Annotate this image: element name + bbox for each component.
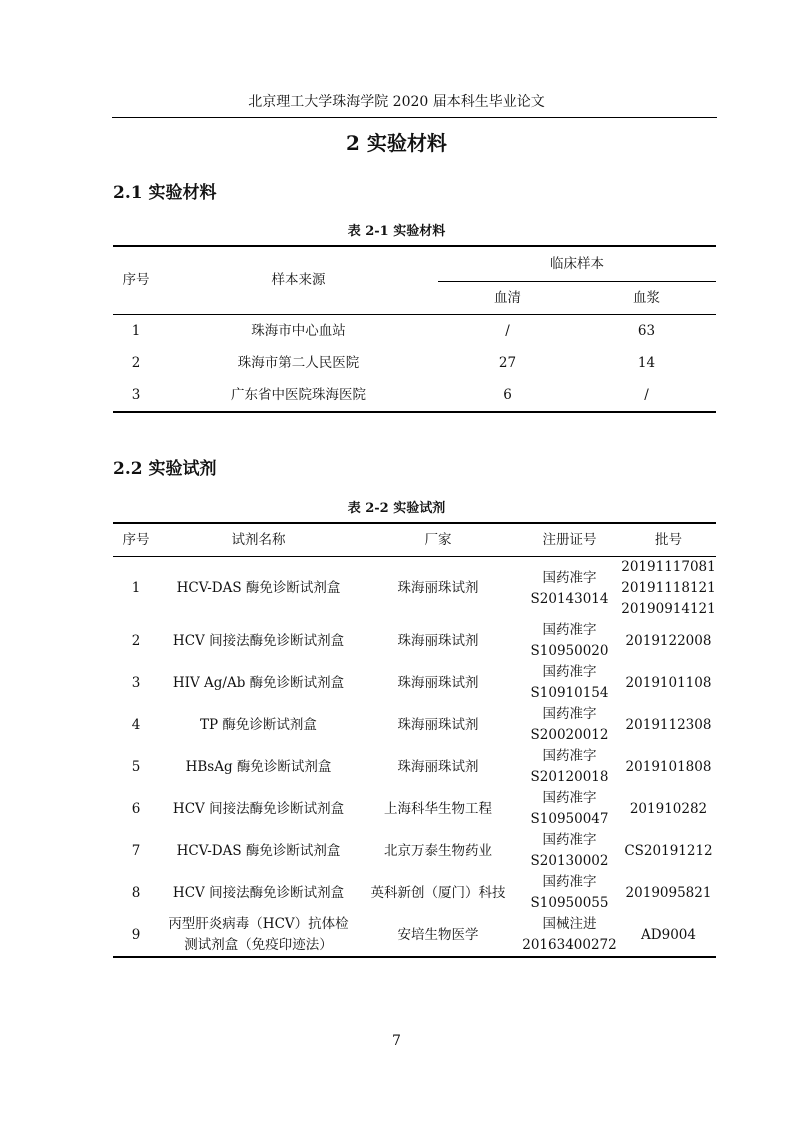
cell-reg <box>518 872 621 914</box>
cell-name-line: HCV 间接法酶免诊断试剂盒 <box>172 884 345 901</box>
materials-table <box>113 245 716 413</box>
cell-reg-line: 国药准字 <box>542 569 597 586</box>
cell-name-line: HCV 间接法酶免诊断试剂盒 <box>172 632 345 649</box>
running-header: 北京理工大学珠海学院 2020 届本科生毕业论文 <box>248 94 545 110</box>
table-row <box>113 347 716 379</box>
cell-name-line: HBsAg 酶免诊断试剂盒 <box>185 758 332 775</box>
cell-reg-line: 国药准字 <box>542 706 597 722</box>
table-caption-2-2: 表 2-2 实验试剂 <box>347 501 446 516</box>
cell-batch-line: 2019095821 <box>625 884 712 901</box>
table-row <box>113 315 716 348</box>
cell-name <box>159 788 358 830</box>
cell-source: 珠海市第二人民医院 <box>237 354 360 371</box>
cell-name <box>159 620 358 662</box>
col-header-source: 样本来源 <box>159 246 438 315</box>
cell-reg-line: S10910154 <box>530 685 609 701</box>
col-header-maker: 厂家 <box>358 523 518 557</box>
cell-name <box>159 557 358 621</box>
cell-batch <box>621 872 716 914</box>
cell-maker: 英科新创（厦门）科技 <box>370 884 506 901</box>
cell-reg <box>518 662 621 704</box>
cell-reg-line: 国药准字 <box>542 874 597 890</box>
table-row <box>113 914 716 957</box>
cell-reg-line: 国药准字 <box>542 748 597 764</box>
cell-reg-line: 国械注进 <box>542 916 597 932</box>
cell-no: 6 <box>131 800 141 817</box>
cell-maker: 珠海丽珠试剂 <box>397 580 479 596</box>
col-header-serum: 血清 <box>438 282 577 315</box>
cell-maker: 珠海丽珠试剂 <box>397 674 479 691</box>
cell-plasma: 14 <box>637 354 656 371</box>
cell-reg-line: S10950055 <box>530 895 609 911</box>
cell-batch <box>621 662 716 704</box>
cell-reg-line: S20120018 <box>530 769 609 785</box>
cell-no: 2 <box>131 632 141 649</box>
cell-reg-line: 20163400272 <box>522 937 617 953</box>
cell-no: 3 <box>131 674 141 691</box>
cell-maker: 珠海丽珠试剂 <box>397 758 479 775</box>
cell-batch-line: 20190914121 <box>621 601 716 617</box>
cell-name-line: 测试剂盒（免疫印迹法） <box>184 937 333 953</box>
cell-batch <box>621 914 716 957</box>
cell-serum: 27 <box>498 354 517 371</box>
table-row <box>113 557 716 621</box>
cell-batch-line: 2019101808 <box>625 758 712 775</box>
cell-maker: 北京万泰生物药业 <box>384 842 492 859</box>
cell-reg-line: 国药准字 <box>542 664 597 680</box>
cell-reg-line: S10950020 <box>530 643 609 659</box>
cell-name-line: TP 酶免诊断试剂盒 <box>200 716 317 733</box>
cell-serum: / <box>505 322 510 339</box>
cell-no: 1 <box>131 322 141 339</box>
col-header-clinical: 临床样本 <box>550 255 604 272</box>
cell-batch-line: AD9004 <box>641 926 696 943</box>
cell-batch <box>621 704 716 746</box>
cell-batch-line: CS20191212 <box>624 842 713 859</box>
cell-reg-line: 国药准字 <box>542 622 597 638</box>
header-rule <box>112 117 717 118</box>
cell-reg <box>518 914 621 957</box>
cell-name <box>159 914 358 957</box>
section-heading-2-2: 2.2 实验试剂 <box>113 459 217 479</box>
section-heading-2-1: 2.1 实验材料 <box>113 183 217 203</box>
cell-maker: 珠海丽珠试剂 <box>397 632 479 649</box>
reagents-table-body <box>113 557 716 958</box>
cell-maker: 上海科华生物工程 <box>384 800 492 817</box>
table-row <box>113 620 716 662</box>
cell-plasma: 63 <box>637 322 656 339</box>
table-row <box>113 379 716 412</box>
cell-batch-line: 20191117081 <box>621 559 716 575</box>
cell-reg <box>518 557 621 621</box>
cell-batch <box>621 620 716 662</box>
cell-reg <box>518 788 621 830</box>
cell-name <box>159 746 358 788</box>
cell-source: 珠海市中心血站 <box>251 322 346 339</box>
cell-name-line: HCV-DAS 酶免诊断试剂盒 <box>176 580 341 596</box>
cell-maker: 珠海丽珠试剂 <box>397 716 479 733</box>
cell-no: 7 <box>131 842 141 859</box>
cell-batch-line: 2019122008 <box>625 632 712 649</box>
cell-name <box>159 704 358 746</box>
cell-no: 8 <box>131 884 141 901</box>
cell-name <box>159 662 358 704</box>
cell-reg-line: 国药准字 <box>542 790 597 806</box>
cell-reg-line: S20143014 <box>530 590 609 607</box>
cell-no: 9 <box>131 926 141 943</box>
table-row <box>113 704 716 746</box>
cell-name-line: 丙型肝炎病毒（HCV）抗体检 <box>168 916 349 932</box>
cell-no: 4 <box>131 716 141 733</box>
col-header-batch: 批号 <box>621 523 716 557</box>
col-header-plasma: 血浆 <box>577 282 716 315</box>
cell-reg-line: S20130002 <box>530 853 609 869</box>
cell-batch <box>621 557 716 621</box>
cell-name-line: HIV Ag/Ab 酶免诊断试剂盒 <box>172 674 345 691</box>
table-row <box>113 872 716 914</box>
cell-no: 1 <box>131 580 141 596</box>
cell-reg <box>518 704 621 746</box>
table-row <box>113 662 716 704</box>
cell-reg <box>518 746 621 788</box>
cell-name-line: HCV-DAS 酶免诊断试剂盒 <box>176 842 341 859</box>
table-row <box>113 746 716 788</box>
page-number: 7 <box>392 1033 401 1049</box>
cell-maker: 安培生物医学 <box>397 926 479 943</box>
cell-reg <box>518 830 621 872</box>
cell-batch <box>621 830 716 872</box>
col-header-no: 序号 <box>113 246 159 315</box>
cell-no: 3 <box>131 386 141 403</box>
cell-serum: 6 <box>503 386 512 403</box>
cell-batch-line: 2019112308 <box>625 716 712 733</box>
cell-batch <box>621 788 716 830</box>
cell-name-line: HCV 间接法酶免诊断试剂盒 <box>172 800 345 817</box>
cell-reg-line: S20020012 <box>530 727 609 743</box>
cell-reg-line: 国药准字 <box>542 832 597 848</box>
cell-source: 广东省中医院珠海医院 <box>231 386 366 403</box>
cell-no: 2 <box>131 354 141 371</box>
cell-reg-line: S10950047 <box>530 811 609 827</box>
table-caption-2-1: 表 2-1 实验材料 <box>347 224 446 239</box>
cell-name <box>159 872 358 914</box>
cell-batch-line: 2019101108 <box>625 674 712 691</box>
cell-batch <box>621 746 716 788</box>
cell-name <box>159 830 358 872</box>
col-header-no: 序号 <box>113 523 159 557</box>
cell-batch-line: 20191118121 <box>621 580 716 596</box>
col-header-name: 试剂名称 <box>159 523 358 557</box>
cell-reg <box>518 620 621 662</box>
table-row <box>113 788 716 830</box>
col-header-reg: 注册证号 <box>518 523 621 557</box>
chapter-title: 2 实验材料 <box>346 131 447 155</box>
cell-batch-line: 201910282 <box>629 800 708 817</box>
table-row <box>113 830 716 872</box>
reagents-table <box>113 522 716 958</box>
cell-plasma: / <box>644 386 649 403</box>
cell-no: 5 <box>131 758 141 775</box>
